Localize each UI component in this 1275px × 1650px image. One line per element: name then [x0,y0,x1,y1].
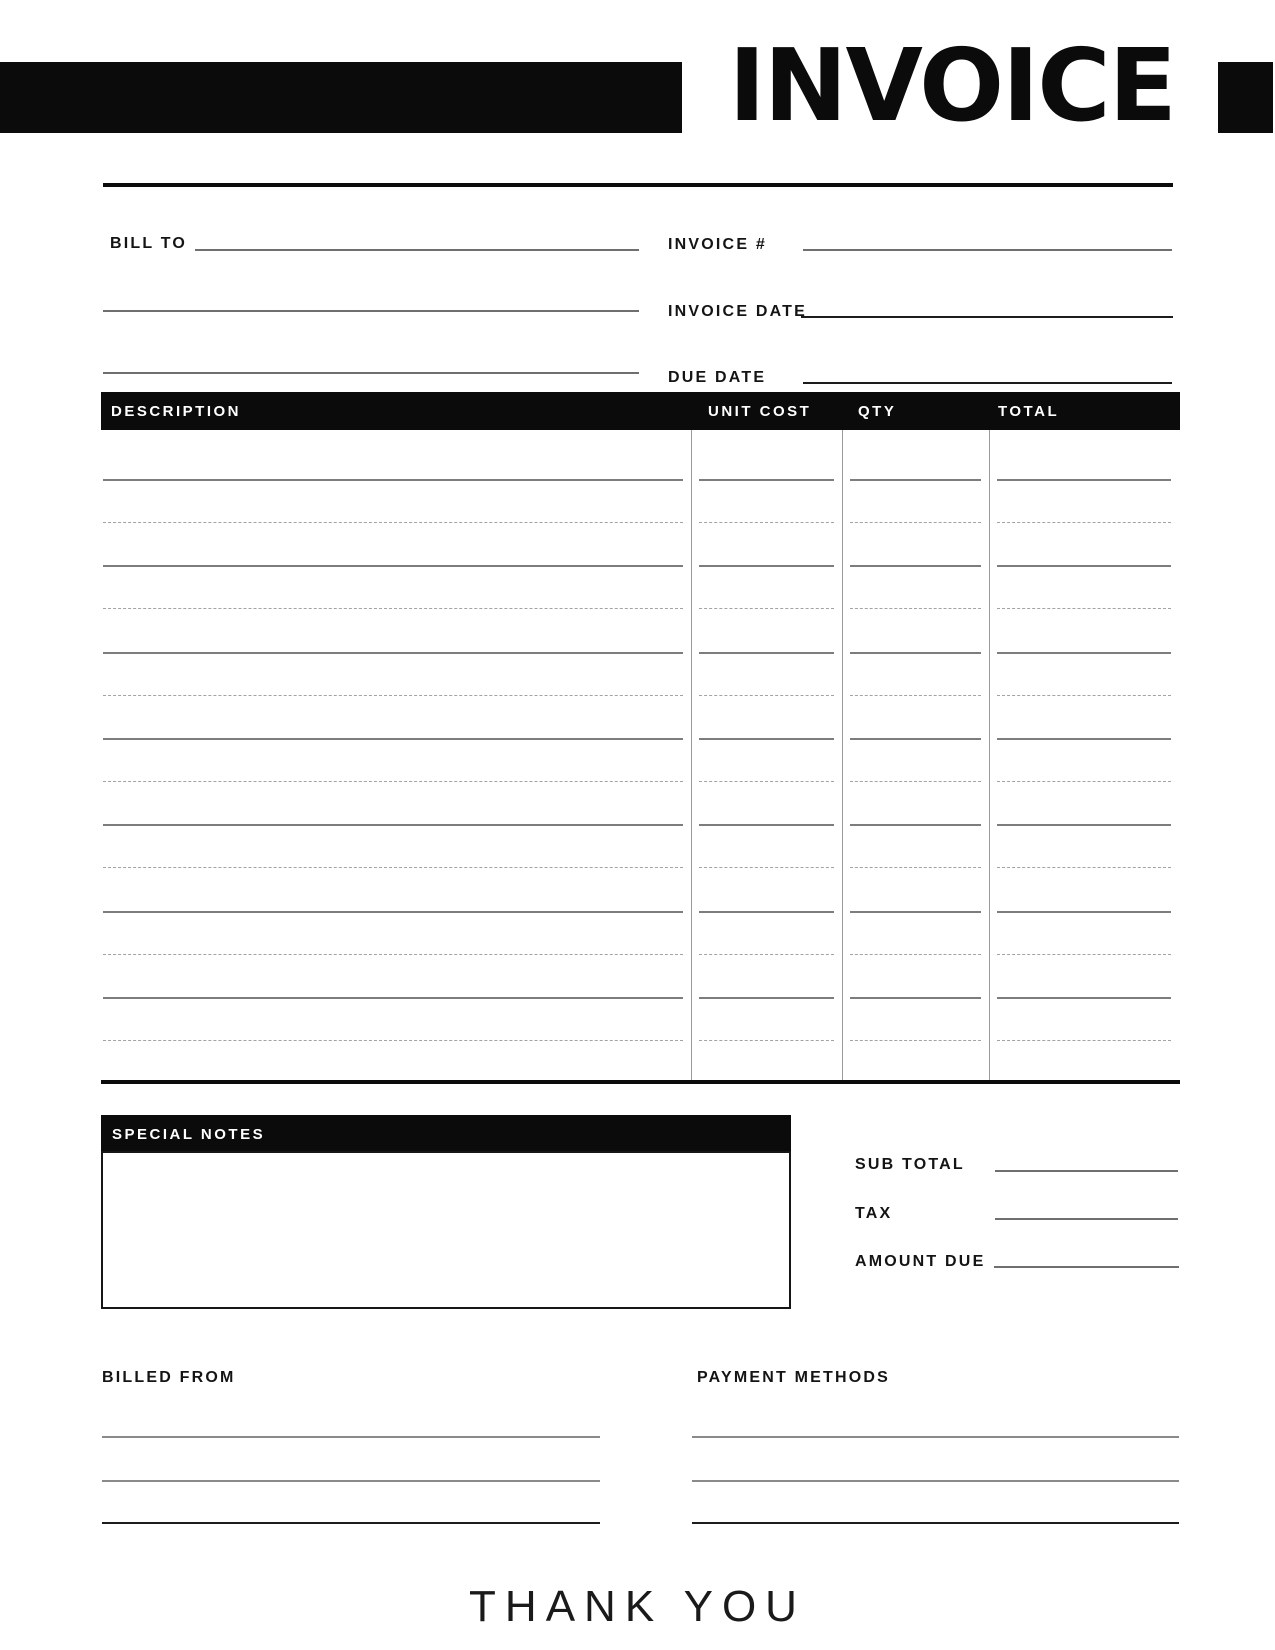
item-row-4-description-line[interactable] [103,608,683,609]
item-row-5-total-line[interactable] [997,652,1171,654]
item-row-10-unit-cost-line[interactable] [699,867,834,868]
column-separator-total [989,430,990,1080]
item-row-14-unit-cost-line[interactable] [699,1040,834,1041]
item-row-8-total-line[interactable] [997,781,1171,782]
item-row-11-unit-cost-line[interactable] [699,911,834,913]
item-row-2-total-line[interactable] [997,522,1171,523]
item-row-2-qty-line[interactable] [850,522,981,523]
item-row-6-description-line[interactable] [103,695,683,696]
item-row-9-unit-cost-line[interactable] [699,824,834,826]
item-row-12-total-line[interactable] [997,954,1171,955]
tax-line[interactable] [995,1218,1178,1220]
item-row-3-description-line[interactable] [103,565,683,567]
column-separator-qty [842,430,843,1080]
amount-due-line[interactable] [994,1266,1179,1268]
item-row-5-description-line[interactable] [103,652,683,654]
item-row-7-total-line[interactable] [997,738,1171,740]
items-table-bottom-rule [101,1080,1180,1084]
bill-to-line-2[interactable] [103,310,639,312]
item-row-14-description-line[interactable] [103,1040,683,1041]
item-row-1-description-line[interactable] [103,479,683,481]
item-row-13-qty-line[interactable] [850,997,981,999]
sub-total-label: SUB TOTAL [855,1156,965,1173]
billed-from-line-3[interactable] [102,1522,600,1524]
column-description-label: DESCRIPTION [111,403,242,420]
payment-methods-line-1[interactable] [692,1436,1179,1438]
amount-due-label: AMOUNT DUE [855,1253,986,1270]
billed-from-line-1[interactable] [102,1436,600,1438]
item-row-3-unit-cost-line[interactable] [699,565,834,567]
billed-from-label: BILLED FROM [102,1369,236,1386]
column-qty-label: QTY [858,403,897,420]
item-row-10-description-line[interactable] [103,867,683,868]
item-row-6-unit-cost-line[interactable] [699,695,834,696]
item-row-1-qty-line[interactable] [850,479,981,481]
item-row-7-qty-line[interactable] [850,738,981,740]
thank-you-text: THANK YOU [469,1582,806,1631]
item-row-11-description-line[interactable] [103,911,683,913]
invoice-number-line[interactable] [803,249,1172,251]
bill-to-line-1[interactable] [195,249,639,251]
header-right-black-square [1218,62,1273,133]
item-row-6-qty-line[interactable] [850,695,981,696]
items-table-header [101,392,1180,430]
item-row-1-unit-cost-line[interactable] [699,479,834,481]
item-row-13-unit-cost-line[interactable] [699,997,834,999]
payment-methods-label: PAYMENT METHODS [697,1369,891,1386]
item-row-1-total-line[interactable] [997,479,1171,481]
item-row-11-qty-line[interactable] [850,911,981,913]
bill-to-line-3[interactable] [103,372,639,374]
item-row-14-total-line[interactable] [997,1040,1171,1041]
item-row-11-total-line[interactable] [997,911,1171,913]
payment-methods-line-3[interactable] [692,1522,1179,1524]
item-row-8-unit-cost-line[interactable] [699,781,834,782]
special-notes-label: SPECIAL NOTES [112,1126,266,1143]
column-unit-cost-label: UNIT COST [708,403,812,420]
sub-total-line[interactable] [995,1170,1178,1172]
item-row-4-qty-line[interactable] [850,608,981,609]
item-row-9-qty-line[interactable] [850,824,981,826]
item-row-3-qty-line[interactable] [850,565,981,567]
item-row-12-unit-cost-line[interactable] [699,954,834,955]
due-date-line[interactable] [803,382,1172,384]
item-row-7-description-line[interactable] [103,738,683,740]
item-row-12-qty-line[interactable] [850,954,981,955]
column-total-label: TOTAL [998,403,1060,420]
item-row-10-qty-line[interactable] [850,867,981,868]
bill-to-label: BILL TO [110,235,188,252]
item-row-9-description-line[interactable] [103,824,683,826]
item-row-4-unit-cost-line[interactable] [699,608,834,609]
item-row-10-total-line[interactable] [997,867,1171,868]
header-left-black-bar [0,62,682,133]
tax-label: TAX [855,1205,893,1222]
item-row-12-description-line[interactable] [103,954,683,955]
item-row-8-qty-line[interactable] [850,781,981,782]
item-row-7-unit-cost-line[interactable] [699,738,834,740]
item-row-9-total-line[interactable] [997,824,1171,826]
due-date-label: DUE DATE [668,369,767,386]
item-row-13-description-line[interactable] [103,997,683,999]
invoice-number-label: INVOICE # [668,236,767,253]
item-row-5-unit-cost-line[interactable] [699,652,834,654]
header-divider-rule [103,183,1173,187]
special-notes-header-bar [101,1115,791,1153]
special-notes-box[interactable] [101,1151,791,1309]
item-row-4-total-line[interactable] [997,608,1171,609]
item-row-8-description-line[interactable] [103,781,683,782]
item-row-14-qty-line[interactable] [850,1040,981,1041]
billed-from-line-2[interactable] [102,1480,600,1482]
column-separator-unit-cost [691,430,692,1080]
item-row-2-description-line[interactable] [103,522,683,523]
invoice-date-label: INVOICE DATE [668,303,808,320]
item-row-2-unit-cost-line[interactable] [699,522,834,523]
page-title: INVOICE [728,27,1175,144]
item-row-13-total-line[interactable] [997,997,1171,999]
item-row-5-qty-line[interactable] [850,652,981,654]
item-row-3-total-line[interactable] [997,565,1171,567]
invoice-date-line[interactable] [801,316,1173,318]
item-row-6-total-line[interactable] [997,695,1171,696]
payment-methods-line-2[interactable] [692,1480,1179,1482]
